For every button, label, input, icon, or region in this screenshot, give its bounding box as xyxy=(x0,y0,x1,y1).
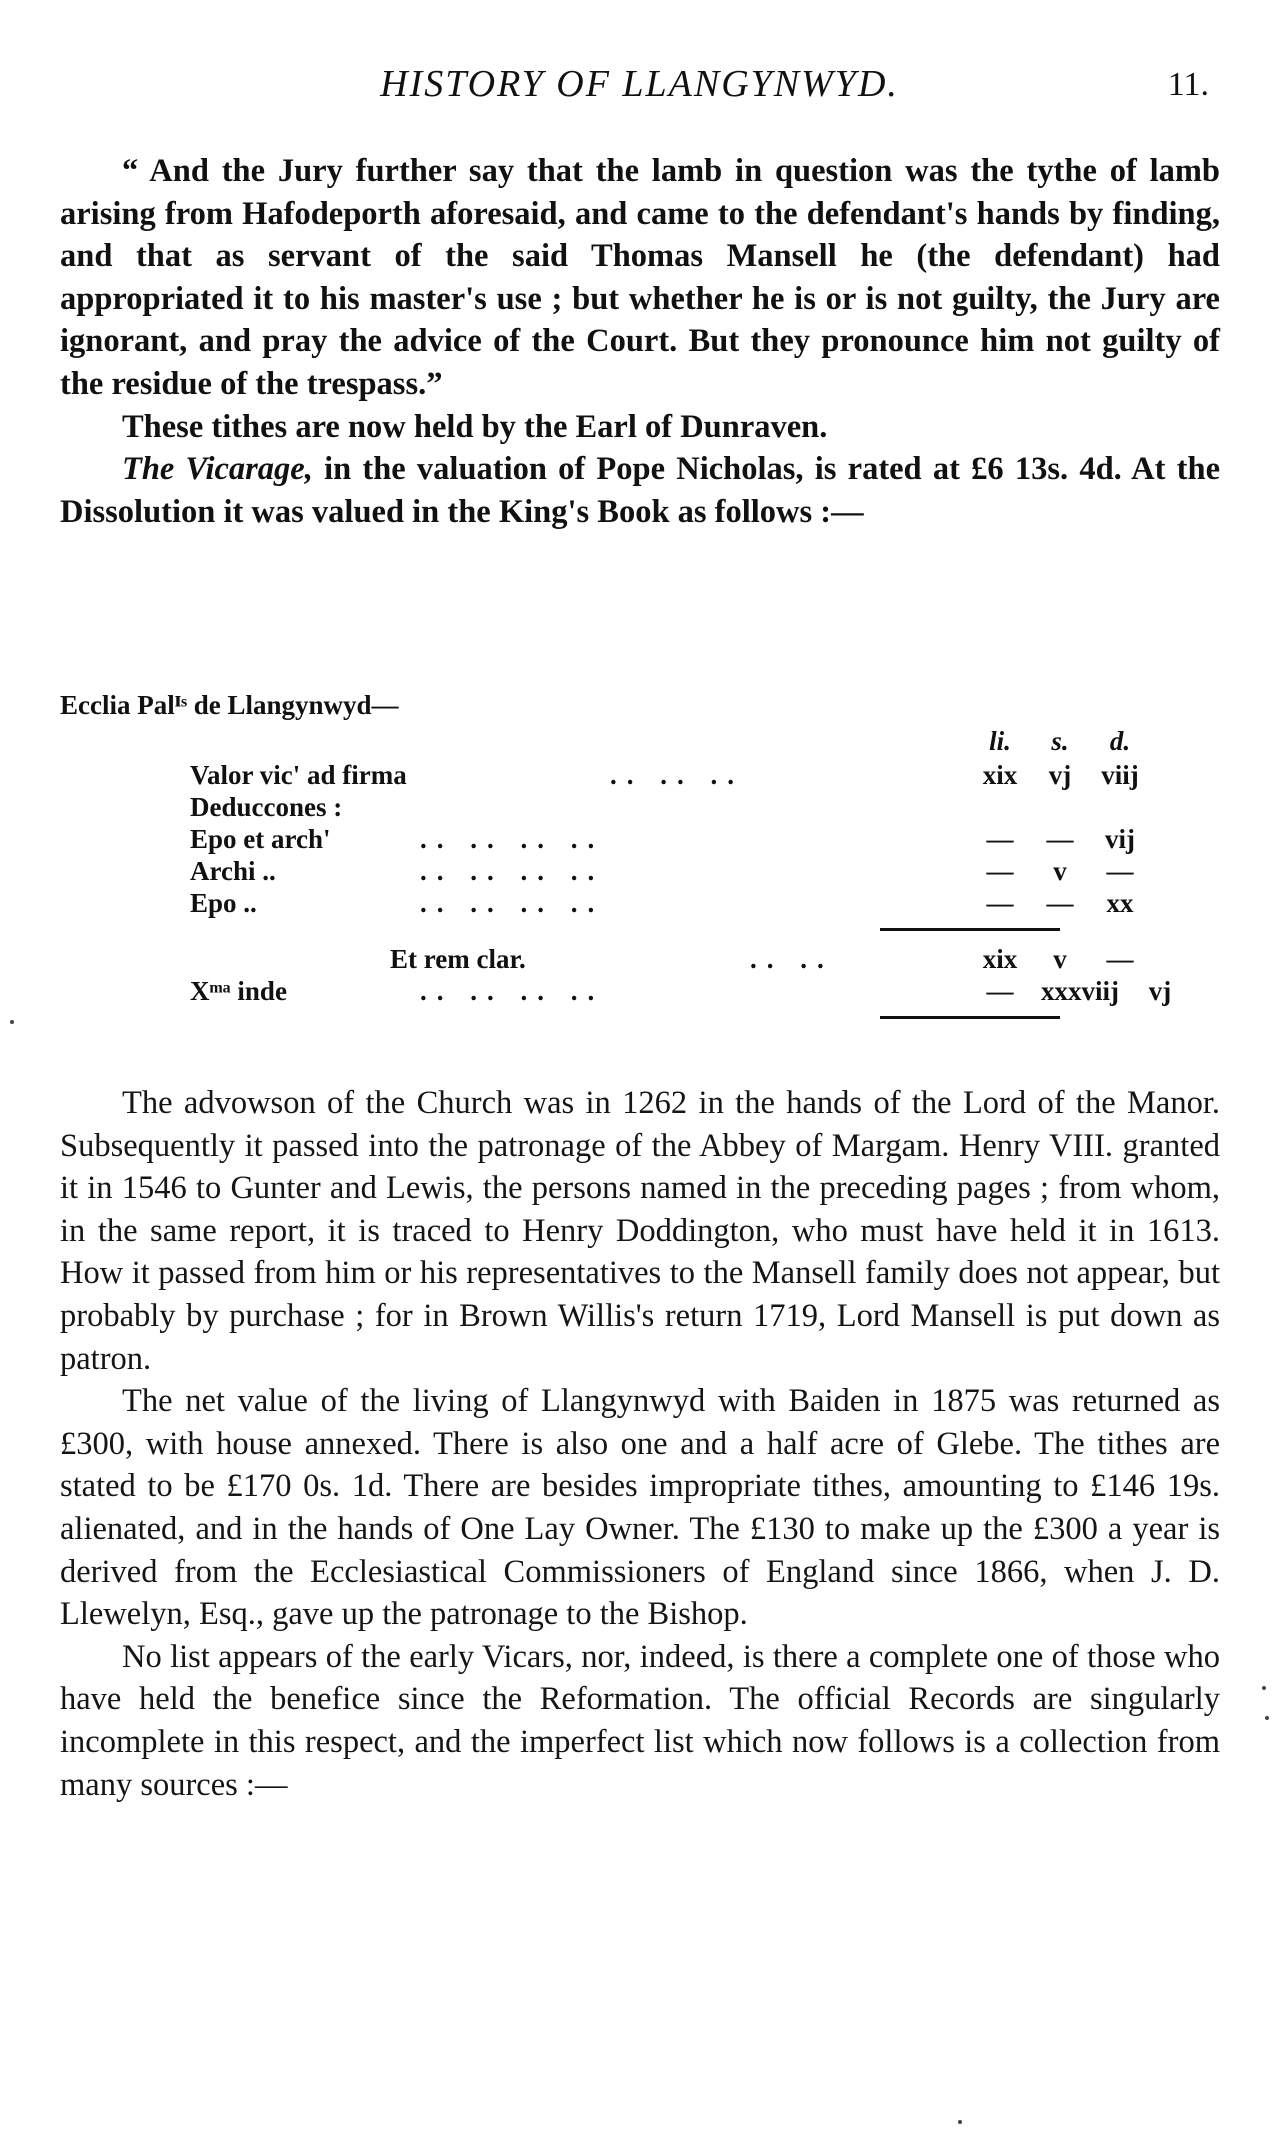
row-label: Valor vic' ad firma xyxy=(190,760,407,790)
row-li: — xyxy=(986,888,1014,918)
row-d: viij xyxy=(1101,760,1139,790)
stray-mark xyxy=(1262,1686,1266,1690)
row-s: — xyxy=(1046,888,1074,918)
valuation-heading: Ecclia Palᴵˢ de Llangynwyd— xyxy=(60,690,399,720)
page-number: 11. xyxy=(1167,66,1209,103)
total-rule xyxy=(880,1016,1060,1019)
stray-mark xyxy=(10,1020,14,1024)
unit-li: li. xyxy=(989,726,1011,756)
row-li: xix xyxy=(982,944,1018,974)
tithes-paragraph: These tithes are now held by the Earl of Dunraven. xyxy=(122,408,828,445)
valuation-units-row xyxy=(190,726,1190,758)
table-row xyxy=(190,976,1190,1008)
stray-mark xyxy=(958,2120,962,2124)
row-d: — xyxy=(1106,944,1134,974)
row-s: v xyxy=(1053,856,1067,886)
row-s: xxxviij xyxy=(1041,976,1119,1006)
row-d: vij xyxy=(1105,824,1135,854)
vicars-list-paragraph: No list appears of the early Vicars, nor, indeed, is there a complete one of those who have held the benefice since the Reformation. The official Records are singularly incomplete in this respect, and the imperfect list which now follows is a collection from many sources :— xyxy=(60,1638,1220,1803)
unit-d: d. xyxy=(1109,726,1131,756)
row-s: — xyxy=(1046,824,1074,854)
advowson-paragraph: The advowson of the Church was in 1262 in the hands of the Lord of the Manor. Subsequently it passed into the patronage of the Abbey of Margam. Henry VIII. granted it in 1546 to Gunter and Lewis, the persons named in the preceding pages ; from whom, in the same report, it is traced to Henry Doddington, who must have held it in 1613. How it passed from him or his representatives to the Mansell family does not appear, but probably by purchase ; for in Brown Willis's return 1719, Lord Mansell is put down as patron. xyxy=(60,1085,1220,1377)
running-header xyxy=(0,62,1279,112)
vicarage-paragraph xyxy=(60,448,1220,533)
table-row xyxy=(190,824,1190,856)
row-li: — xyxy=(986,976,1014,1006)
row-dots: .. .. .. .. xyxy=(420,888,605,918)
vicarage-rest: in the valuation of Pope Nicholas, is rated at £6 13s. 4d. At the Dissolution it was valued in the King's Book as follows :— xyxy=(60,451,1221,530)
running-title: HISTORY OF LLANGYNWYD. xyxy=(380,63,899,105)
row-d: xx xyxy=(1106,888,1134,918)
valuation-table xyxy=(60,690,1220,1050)
row-d: vj xyxy=(1148,976,1172,1006)
vicarage-lead: The Vicarage, xyxy=(122,451,313,488)
row-label: Xᵐᵃ inde xyxy=(190,976,287,1006)
row-label: Deduccones : xyxy=(190,792,343,822)
row-dots: .. .. xyxy=(750,944,834,974)
table-row xyxy=(190,856,1190,888)
unit-s: s. xyxy=(1051,726,1069,756)
living-value-paragraph: The net value of the living of Llangynwyd with Baiden in 1875 was returned as £300, with house annexed. There is also one and a half acre of Glebe. The tithes are stated to be £170 0s. 1d. There are besides impropriate tithes, amounting to £146 19s. alienated, and in the hands of One Lay Owner. The £130 to make up the £300 a year is derived from the Ecclesiastical Commissioners of England since 1866, when J. D. Llewelyn, Esq., gave up the patronage to the Bishop. xyxy=(60,1383,1220,1633)
bottom-text xyxy=(60,1082,1220,1806)
jury-quote-paragraph: “ And the Jury further say that the lamb in question was the tythe of lamb arising from Hafodeporth aforesaid, and came to the defendant's hands by finding, and that as servant of the said Thomas Mansell he (the defendant) had appropriated it to his master's use ; but whether he is or is not guilty, the Jury are ignorant, and pray the advice of the Court. But they pronounce him not guilty of the residue of the trespass.” xyxy=(60,153,1220,402)
row-dots: .. .. .. .. xyxy=(420,856,605,886)
row-label: Archi .. xyxy=(190,856,276,886)
row-d: — xyxy=(1106,856,1134,886)
sum-rule xyxy=(880,928,1060,931)
table-row xyxy=(190,792,1190,824)
row-s: vj xyxy=(1048,760,1072,790)
row-dots: .. .. .. .. xyxy=(420,976,605,1006)
row-li: — xyxy=(986,824,1014,854)
table-row xyxy=(190,760,1190,792)
stray-mark xyxy=(1265,1716,1269,1720)
row-li: — xyxy=(986,856,1014,886)
table-row xyxy=(190,944,1190,976)
row-li: xix xyxy=(982,760,1018,790)
row-label: Epo et arch' xyxy=(190,824,331,854)
row-dots: .. .. .. xyxy=(610,760,744,790)
table-row xyxy=(190,888,1190,920)
row-dots: .. .. .. .. xyxy=(420,824,605,854)
row-label: Epo .. xyxy=(190,888,257,918)
row-s: v xyxy=(1053,944,1067,974)
row-label: Et rem clar. xyxy=(390,944,526,974)
top-text xyxy=(60,150,1220,533)
